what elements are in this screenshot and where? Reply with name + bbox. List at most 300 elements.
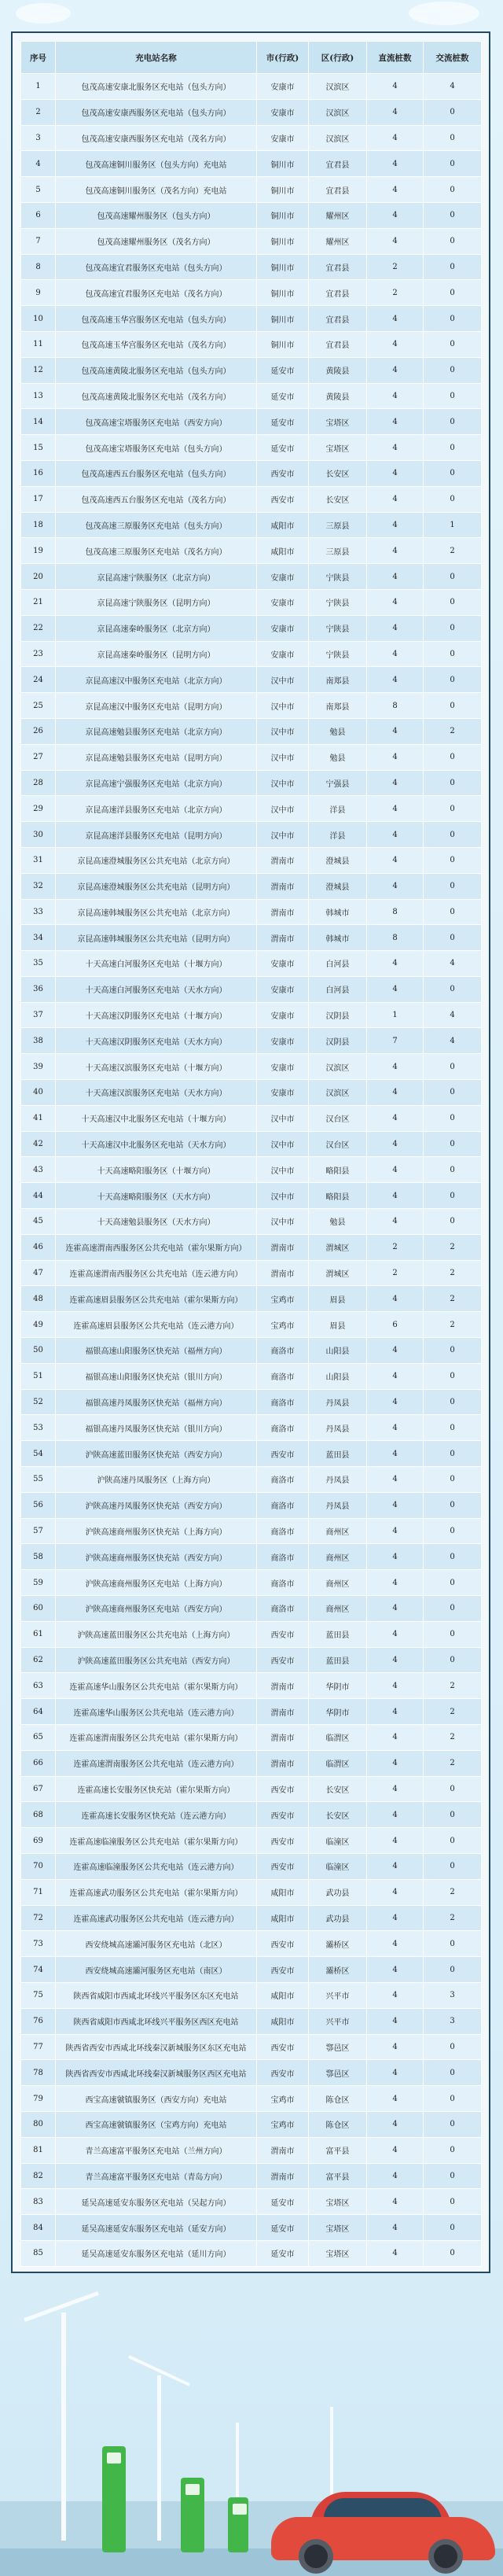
cell-city: 安康市: [257, 74, 309, 100]
header-station-name: 充电站名称: [56, 42, 257, 74]
cell-city: 铜川市: [257, 228, 309, 254]
cell-city: 西安市: [257, 1931, 309, 1957]
cell-dc-count: 4: [367, 486, 424, 512]
cell-ac-count: 0: [424, 460, 482, 486]
cell-city: 咸阳市: [257, 1905, 309, 1931]
cell-ac-count: 2: [424, 1699, 482, 1725]
cell-index: 74: [21, 1957, 56, 1983]
cell-ac-count: 0: [424, 2215, 482, 2241]
table-row: [21, 202, 482, 228]
cell-station-name: 十天高速汉阴服务区充电站（天水方向）: [56, 1028, 257, 1054]
cell-station-name: 延吴高速延安东服务区充电站（延川方向）: [56, 2240, 257, 2266]
cell-index: 1: [21, 74, 56, 100]
cell-ac-count: 0: [424, 1544, 482, 1570]
table-row: [21, 331, 482, 357]
cell-city: 安康市: [257, 641, 309, 667]
cell-city: 汉中市: [257, 1131, 309, 1157]
cell-dc-count: 4: [367, 74, 424, 100]
cell-dc-count: 4: [367, 1467, 424, 1493]
table-row: [21, 1054, 482, 1080]
table-row: [21, 357, 482, 383]
cell-district: 汉滨区: [309, 125, 367, 151]
cell-dc-count: 4: [367, 744, 424, 770]
cell-ac-count: 4: [424, 1028, 482, 1054]
cell-index: 36: [21, 976, 56, 1002]
cell-dc-count: 6: [367, 1312, 424, 1338]
cell-district: 陈仓区: [309, 2111, 367, 2137]
cell-city: 渭南市: [257, 2137, 309, 2163]
cell-district: 鄠邑区: [309, 2034, 367, 2060]
cell-district: 宝塔区: [309, 435, 367, 461]
cell-dc-count: 4: [367, 1054, 424, 1080]
cell-station-name: 沪陕高速蓝田服务区公共充电站（西安方向）: [56, 1647, 257, 1673]
table-row: [21, 1853, 482, 1879]
cell-ac-count: 0: [424, 1441, 482, 1467]
table-row: [21, 1363, 482, 1389]
cell-dc-count: 4: [367, 1982, 424, 2008]
cell-station-name: 包茂高速宝塔服务区充电站（西安方向）: [56, 409, 257, 435]
table-row: [21, 1183, 482, 1209]
cell-index: 49: [21, 1312, 56, 1338]
table-row: [21, 925, 482, 951]
cell-district: 渭城区: [309, 1234, 367, 1260]
cell-city: 渭南市: [257, 1260, 309, 1286]
cell-city: 渭南市: [257, 1725, 309, 1751]
header-city: 市(行政): [257, 42, 309, 74]
cell-district: 汉滨区: [309, 1054, 367, 1080]
cell-station-name: 福银高速山阳服务区快充站（银川方向）: [56, 1363, 257, 1389]
cell-district: 灞桥区: [309, 1931, 367, 1957]
cell-index: 62: [21, 1647, 56, 1673]
cell-station-name: 京昆高速秦岭服务区（北京方向）: [56, 615, 257, 641]
cell-station-name: 沪陕高速商州服务区快充站（上海方向）: [56, 1518, 257, 1544]
cell-city: 渭南市: [257, 899, 309, 925]
table-row: [21, 1879, 482, 1905]
cell-index: 39: [21, 1054, 56, 1080]
cell-dc-count: 4: [367, 1621, 424, 1647]
cell-station-name: 京昆高速宁陕服务区（昆明方向）: [56, 589, 257, 615]
cell-station-name: 连霍高速渭南西服务区公共充电站（连云港方向）: [56, 1260, 257, 1286]
cell-ac-count: 0: [424, 925, 482, 951]
cell-district: 丹凤县: [309, 1389, 367, 1415]
cell-station-name: 福银高速山阳服务区快充站（福州方向）: [56, 1338, 257, 1364]
cell-station-name: 沪陕高速商州服务区充电站（上海方向）: [56, 1570, 257, 1596]
cell-ac-count: 3: [424, 1982, 482, 2008]
cell-dc-count: 4: [367, 538, 424, 564]
cell-district: 汉阴县: [309, 1002, 367, 1028]
charging-station-table: [20, 41, 482, 2267]
table-row: [21, 1802, 482, 1828]
cell-station-name: 包茂高速西五台服务区充电站（包头方向）: [56, 460, 257, 486]
cell-dc-count: 4: [367, 1080, 424, 1106]
table-row: [21, 99, 482, 125]
cell-index: 34: [21, 925, 56, 951]
table-row: [21, 2215, 482, 2241]
cell-station-name: 京昆高速勉县服务区充电站（北京方向）: [56, 718, 257, 744]
cell-station-name: 京昆高速宁陕服务区（北京方向）: [56, 564, 257, 590]
header-ac-count: 交流桩数: [424, 42, 482, 74]
cell-station-name: 京昆高速汉中服务区充电站（北京方向）: [56, 667, 257, 693]
cell-district: 渭城区: [309, 1260, 367, 1286]
cell-index: 76: [21, 2008, 56, 2034]
cell-station-name: 连霍高速眉县服务区公共充电站（连云港方向）: [56, 1312, 257, 1338]
table-row: [21, 1002, 482, 1028]
cell-district: 宝塔区: [309, 2189, 367, 2215]
cell-ac-count: 2: [424, 1750, 482, 1776]
cell-city: 铜川市: [257, 151, 309, 177]
cell-station-name: 连霍高速临潼服务区公共充电站（连云港方向）: [56, 1853, 257, 1879]
cell-dc-count: 4: [367, 1647, 424, 1673]
cell-index: 48: [21, 1286, 56, 1312]
table-row: [21, 254, 482, 280]
cell-city: 安康市: [257, 1002, 309, 1028]
table-row: [21, 1544, 482, 1570]
cell-station-name: 连霍高速眉县服务区公共充电站（霍尔果斯方向）: [56, 1286, 257, 1312]
cell-ac-count: 0: [424, 2189, 482, 2215]
cell-station-name: 沪陕高速蓝田服务区快充站（西安方向）: [56, 1441, 257, 1467]
cell-ac-count: 0: [424, 383, 482, 409]
cell-index: 46: [21, 1234, 56, 1260]
cell-dc-count: 4: [367, 2215, 424, 2241]
table-row: [21, 718, 482, 744]
table-row: [21, 796, 482, 822]
cell-city: 铜川市: [257, 306, 309, 332]
table-row: [21, 1982, 482, 2008]
cell-city: 铜川市: [257, 254, 309, 280]
cell-ac-count: 2: [424, 538, 482, 564]
cell-index: 12: [21, 357, 56, 383]
table-row: [21, 280, 482, 306]
cell-ac-count: 0: [424, 770, 482, 796]
cell-index: 35: [21, 951, 56, 977]
cell-dc-count: 4: [367, 2189, 424, 2215]
cell-dc-count: 4: [367, 873, 424, 899]
cell-district: 汉滨区: [309, 74, 367, 100]
cell-index: 81: [21, 2137, 56, 2163]
cell-dc-count: 2: [367, 1234, 424, 1260]
cell-district: 兴平市: [309, 1982, 367, 2008]
cell-dc-count: 4: [367, 718, 424, 744]
cell-station-name: 十天高速汉滨服务区充电站（十堰方向）: [56, 1054, 257, 1080]
header-district: 区(行政): [309, 42, 367, 74]
table-row: [21, 1234, 482, 1260]
table-row: [21, 1905, 482, 1931]
cell-station-name: 包茂高速三原服务区充电站（包头方向）: [56, 512, 257, 538]
cell-index: 16: [21, 460, 56, 486]
cell-ac-count: 0: [424, 331, 482, 357]
cell-ac-count: 0: [424, 822, 482, 848]
cell-dc-count: 2: [367, 280, 424, 306]
cell-district: 黄陵县: [309, 357, 367, 383]
cell-district: 富平县: [309, 2137, 367, 2163]
cell-station-name: 连霍高速武功服务区公共充电站（霍尔果斯方向）: [56, 1879, 257, 1905]
cell-city: 西安市: [257, 1828, 309, 1854]
cell-ac-count: 4: [424, 951, 482, 977]
wind-turbine-icon: [61, 2313, 66, 2541]
cell-station-name: 十天高速勉县服务区（天水方向）: [56, 1209, 257, 1235]
table-row: [21, 873, 482, 899]
table-row: [21, 125, 482, 151]
table-row: [21, 1338, 482, 1364]
table-row: [21, 512, 482, 538]
cell-station-name: 包茂高速玉华宫服务区充电站（茂名方向）: [56, 331, 257, 357]
cell-dc-count: 4: [367, 512, 424, 538]
table-row: [21, 460, 482, 486]
cell-station-name: 十天高速略阳服务区（天水方向）: [56, 1183, 257, 1209]
cell-ac-count: 0: [424, 1518, 482, 1544]
cell-district: 鄠邑区: [309, 2060, 367, 2086]
cell-district: 宝塔区: [309, 2240, 367, 2266]
cell-index: 20: [21, 564, 56, 590]
cell-dc-count: 4: [367, 1750, 424, 1776]
cell-station-name: 陕西省咸阳市西咸北环线兴平服务区东区充电站: [56, 1982, 257, 2008]
cell-station-name: 连霍高速长安服务区快充站（霍尔果斯方向）: [56, 1776, 257, 1802]
cell-index: 2: [21, 99, 56, 125]
cell-index: 58: [21, 1544, 56, 1570]
cell-dc-count: 4: [367, 1209, 424, 1235]
table-row: [21, 409, 482, 435]
cell-dc-count: 4: [367, 589, 424, 615]
cell-ac-count: 0: [424, 1080, 482, 1106]
cell-ac-count: 2: [424, 1286, 482, 1312]
cell-index: 25: [21, 693, 56, 719]
cell-dc-count: 4: [367, 564, 424, 590]
cell-district: 临潼区: [309, 1828, 367, 1854]
cell-ac-count: 0: [424, 1415, 482, 1441]
cell-city: 渭南市: [257, 1234, 309, 1260]
cell-district: 商州区: [309, 1544, 367, 1570]
cell-dc-count: 4: [367, 1131, 424, 1157]
cell-index: 56: [21, 1492, 56, 1518]
cell-dc-count: 4: [367, 1544, 424, 1570]
cell-city: 西安市: [257, 1776, 309, 1802]
cell-dc-count: 4: [367, 1776, 424, 1802]
cell-district: 丹凤县: [309, 1492, 367, 1518]
cell-city: 西安市: [257, 1802, 309, 1828]
cell-dc-count: 4: [367, 1853, 424, 1879]
cell-station-name: 十天高速汉阴服务区充电站（十堰方向）: [56, 1002, 257, 1028]
cell-dc-count: 4: [367, 1673, 424, 1699]
cell-district: 汉滨区: [309, 1080, 367, 1106]
cell-dc-count: 4: [367, 822, 424, 848]
cell-city: 铜川市: [257, 280, 309, 306]
cell-dc-count: 4: [367, 770, 424, 796]
cell-district: 三原县: [309, 538, 367, 564]
table-row: [21, 2137, 482, 2163]
cell-city: 汉中市: [257, 770, 309, 796]
cell-ac-count: 0: [424, 1363, 482, 1389]
cell-station-name: 十天高速白河服务区充电站（十堰方向）: [56, 951, 257, 977]
cell-station-name: 京昆高速澄城服务区公共充电站（北京方向）: [56, 847, 257, 873]
cell-index: 60: [21, 1596, 56, 1622]
cell-city: 商洛市: [257, 1518, 309, 1544]
cell-index: 13: [21, 383, 56, 409]
cell-dc-count: 4: [367, 796, 424, 822]
table-row: [21, 1312, 482, 1338]
cell-city: 延安市: [257, 409, 309, 435]
cell-ac-count: 0: [424, 2163, 482, 2189]
cell-index: 69: [21, 1828, 56, 1854]
table-row: [21, 744, 482, 770]
cell-station-name: 包茂高速黄陵北服务区充电站（茂名方向）: [56, 383, 257, 409]
cell-district: 汉阴县: [309, 1028, 367, 1054]
cell-dc-count: 4: [367, 1441, 424, 1467]
cell-dc-count: 8: [367, 693, 424, 719]
cell-index: 31: [21, 847, 56, 873]
cell-index: 7: [21, 228, 56, 254]
cell-district: 宝塔区: [309, 2215, 367, 2241]
cell-station-name: 连霍高速临潼服务区公共充电站（霍尔果斯方向）: [56, 1828, 257, 1854]
table-row: [21, 1260, 482, 1286]
cell-index: 75: [21, 1982, 56, 2008]
cell-ac-count: 0: [424, 1776, 482, 1802]
cell-district: 略阳县: [309, 1183, 367, 1209]
cell-station-name: 包茂高速耀州服务区（包头方向）: [56, 202, 257, 228]
cell-city: 安康市: [257, 564, 309, 590]
cell-district: 南郑县: [309, 667, 367, 693]
cell-ac-count: 2: [424, 1260, 482, 1286]
table-row: [21, 2060, 482, 2086]
cell-index: 23: [21, 641, 56, 667]
cell-city: 西安市: [257, 460, 309, 486]
table-row: [21, 2163, 482, 2189]
cell-ac-count: 2: [424, 1312, 482, 1338]
cell-index: 43: [21, 1157, 56, 1183]
cell-dc-count: 4: [367, 1389, 424, 1415]
cell-index: 24: [21, 667, 56, 693]
cell-station-name: 包茂高速安康西服务区充电站（包头方向）: [56, 99, 257, 125]
cell-district: 宁陕县: [309, 615, 367, 641]
table-row: [21, 538, 482, 564]
cell-index: 68: [21, 1802, 56, 1828]
table-row: [21, 899, 482, 925]
cell-station-name: 连霍高速华山服务区公共充电站（霍尔果斯方向）: [56, 1673, 257, 1699]
table-row: [21, 2086, 482, 2112]
cell-ac-count: 0: [424, 202, 482, 228]
cell-ac-count: 0: [424, 589, 482, 615]
cell-index: 27: [21, 744, 56, 770]
cell-station-name: 包茂高速安康北服务区充电站（包头方向）: [56, 74, 257, 100]
cell-district: 丹凤县: [309, 1467, 367, 1493]
cell-city: 汉中市: [257, 1183, 309, 1209]
cell-station-name: 十天高速汉中北服务区充电站（天水方向）: [56, 1131, 257, 1157]
cell-district: 华阴市: [309, 1673, 367, 1699]
cell-ac-count: 0: [424, 1570, 482, 1596]
cell-district: 韩城市: [309, 925, 367, 951]
cell-index: 66: [21, 1750, 56, 1776]
cell-city: 咸阳市: [257, 538, 309, 564]
cell-ac-count: 0: [424, 1931, 482, 1957]
cell-index: 78: [21, 2060, 56, 2086]
cell-district: 澄城县: [309, 847, 367, 873]
cell-dc-count: 7: [367, 1028, 424, 1054]
table-row: [21, 306, 482, 332]
cell-dc-count: 4: [367, 1879, 424, 1905]
cell-district: 富平县: [309, 2163, 367, 2189]
cell-city: 商洛市: [257, 1544, 309, 1570]
cell-station-name: 包茂高速三原服务区充电站（茂名方向）: [56, 538, 257, 564]
cell-index: 5: [21, 177, 56, 203]
cell-city: 西安市: [257, 1647, 309, 1673]
cell-dc-count: 4: [367, 1492, 424, 1518]
cell-index: 21: [21, 589, 56, 615]
car-wheel-icon: [428, 2539, 463, 2574]
cell-city: 安康市: [257, 615, 309, 641]
cell-index: 61: [21, 1621, 56, 1647]
cell-dc-count: 4: [367, 641, 424, 667]
cell-ac-count: 0: [424, 1596, 482, 1622]
table-row: [21, 615, 482, 641]
cell-index: 3: [21, 125, 56, 151]
cell-district: 黄陵县: [309, 383, 367, 409]
cell-city: 安康市: [257, 589, 309, 615]
cell-district: 长安区: [309, 460, 367, 486]
cell-station-name: 连霍高速渭南西服务区公共充电站（霍尔果斯方向）: [56, 1234, 257, 1260]
cell-station-name: 陕西省咸阳市西咸北环线兴平服务区西区充电站: [56, 2008, 257, 2034]
table-row: [21, 2189, 482, 2215]
cell-dc-count: 4: [367, 1596, 424, 1622]
cell-station-name: 连霍高速渭南服务区公共充电站（霍尔果斯方向）: [56, 1725, 257, 1751]
table-row: [21, 1209, 482, 1235]
cell-station-name: 沪陕高速商州服务区快充站（西安方向）: [56, 1544, 257, 1570]
cell-ac-count: 0: [424, 254, 482, 280]
table-row: [21, 1570, 482, 1596]
cell-city: 汉中市: [257, 718, 309, 744]
cell-city: 延安市: [257, 357, 309, 383]
cell-dc-count: 4: [367, 2034, 424, 2060]
cell-dc-count: 4: [367, 1518, 424, 1544]
cell-station-name: 西安绕城高速灞河服务区充电站（北区）: [56, 1931, 257, 1957]
table-row: [21, 1596, 482, 1622]
cell-index: 53: [21, 1415, 56, 1441]
cell-ac-count: 4: [424, 74, 482, 100]
cell-dc-count: 2: [367, 1260, 424, 1286]
cell-ac-count: 0: [424, 667, 482, 693]
cell-index: 47: [21, 1260, 56, 1286]
table-row: [21, 564, 482, 590]
cell-station-name: 包茂高速安康西服务区充电站（茂名方向）: [56, 125, 257, 151]
table-row: [21, 177, 482, 203]
cell-district: 商州区: [309, 1518, 367, 1544]
cell-district: 略阳县: [309, 1157, 367, 1183]
cell-city: 渭南市: [257, 1750, 309, 1776]
cell-index: 14: [21, 409, 56, 435]
cell-index: 79: [21, 2086, 56, 2112]
cell-dc-count: 4: [367, 951, 424, 977]
cell-station-name: 福银高速丹凤服务区快充站（银川方向）: [56, 1415, 257, 1441]
cell-index: 38: [21, 1028, 56, 1054]
cell-dc-count: 4: [367, 1957, 424, 1983]
cell-station-name: 西宝高速虢镇服务区（西安方向）充电站: [56, 2086, 257, 2112]
cell-city: 商洛市: [257, 1415, 309, 1441]
cell-district: 勉县: [309, 718, 367, 744]
cell-city: 宝鸡市: [257, 2111, 309, 2137]
cell-station-name: 京昆高速汉中服务区充电站（昆明方向）: [56, 693, 257, 719]
cell-ac-count: 0: [424, 1467, 482, 1493]
cell-index: 73: [21, 1931, 56, 1957]
cell-ac-count: 0: [424, 744, 482, 770]
table-row: [21, 2008, 482, 2034]
cell-station-name: 十天高速白河服务区充电站（天水方向）: [56, 976, 257, 1002]
cell-station-name: 京昆高速勉县服务区充电站（昆明方向）: [56, 744, 257, 770]
cell-station-name: 十天高速汉中北服务区充电站（十堰方向）: [56, 1105, 257, 1131]
cell-city: 西安市: [257, 1957, 309, 1983]
cell-dc-count: 4: [367, 99, 424, 125]
cell-ac-count: 0: [424, 2086, 482, 2112]
cell-index: 71: [21, 1879, 56, 1905]
cell-ac-count: 0: [424, 2240, 482, 2266]
cell-station-name: 延吴高速延安东服务区充电站（延安方向）: [56, 2215, 257, 2241]
